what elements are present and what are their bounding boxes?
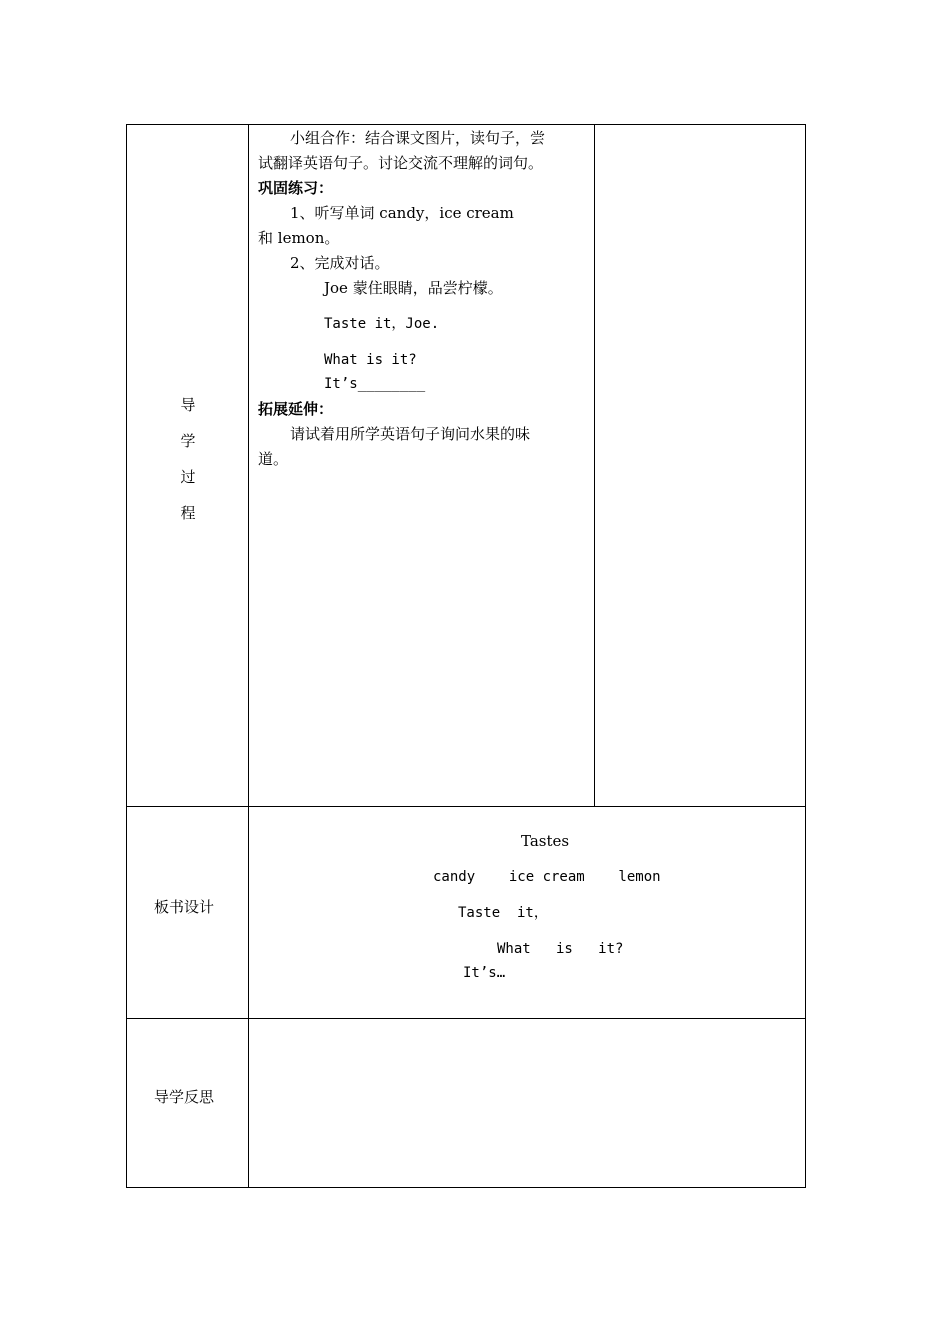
label-char: 过 [180,468,196,486]
row-label-board-design: 板书设计 [154,898,215,916]
dialogue-its: It’s________ [324,376,426,392]
board-title: Tastes [521,832,570,850]
row-label-guided-process [180,387,196,531]
group-work-line1: 小组合作：结合课文图片，读句子，尝 [290,129,546,147]
row-label-reflection: 导学反思 [154,1088,215,1106]
board-vocabulary: candy ice cream lemon [433,869,661,885]
dialogue-what: What is it? [324,352,417,368]
consolidation-heading: 巩固练习： [258,179,334,197]
row-divider-2 [126,1018,806,1019]
extension-line1: 请试着用所学英语句子询问水果的味 [290,425,531,443]
table-border-right [805,124,806,1188]
label-column-divider [248,124,249,1188]
extension-line2: 道。 [258,450,289,468]
label-char: 程 [180,504,196,522]
exercise-1-line1: 1、听写单词 candy，ice cream [290,204,514,222]
dialogue-taste: Taste it，Joe. [324,316,440,332]
board-line-its: It’s… [463,965,506,981]
board-line-taste: Taste it， [458,905,548,921]
table-border-top [126,124,806,125]
table-border-left [126,124,127,1188]
label-char: 导 [180,396,196,414]
extension-heading: 拓展延伸： [258,400,334,418]
row-divider-1 [126,806,806,807]
exercise-1-line2: 和 lemon。 [258,229,340,247]
board-line-what: What is it? [497,941,624,957]
group-work-line2: 试翻译英语句子。讨论交流不理解的词句。 [258,154,544,172]
label-char: 学 [180,432,196,450]
dialogue-instruction: Joe 蒙住眼睛，品尝柠檬。 [324,279,503,297]
table-border-bottom [126,1187,806,1188]
exercise-2: 2、完成对话。 [290,254,390,272]
notes-column-divider [594,124,595,807]
